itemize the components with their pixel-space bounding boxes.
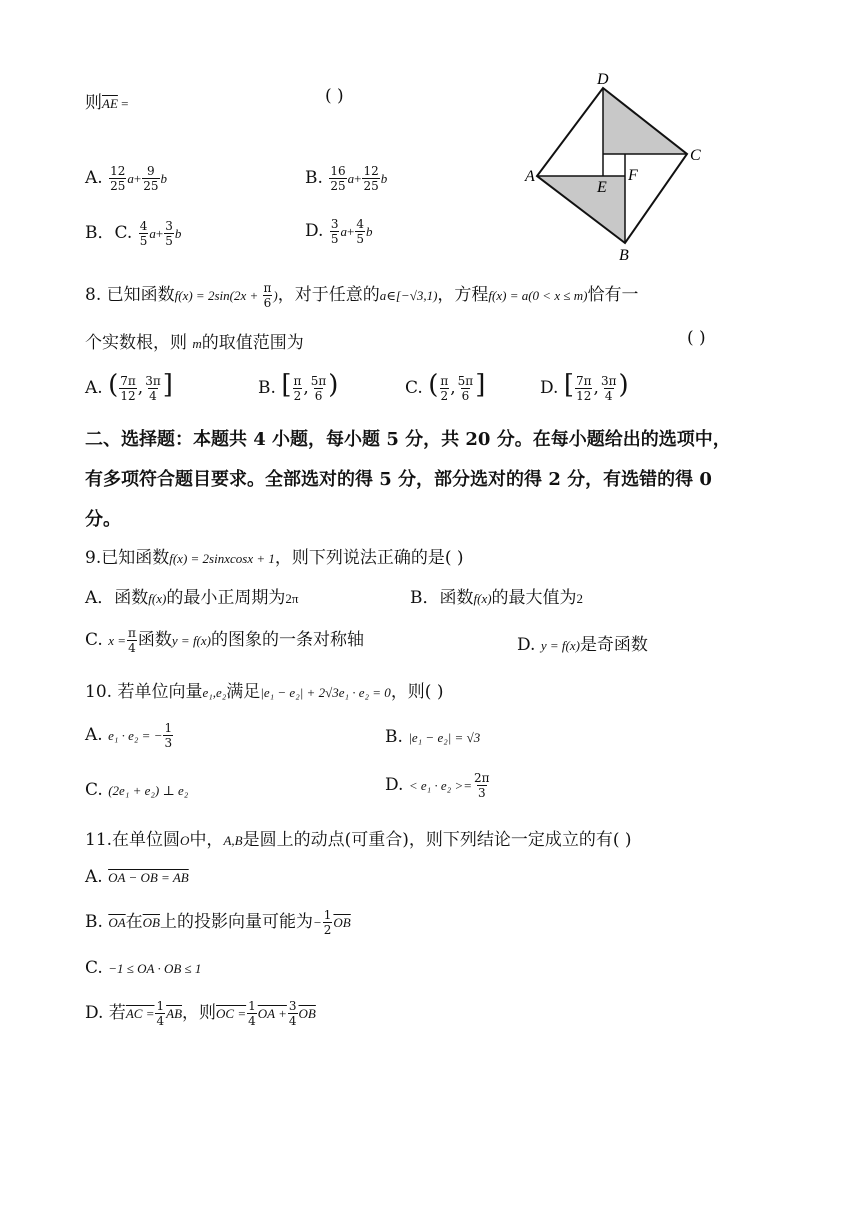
label-a: A: [525, 168, 535, 185]
frac-num: π: [440, 374, 449, 388]
vector-b: b: [365, 224, 373, 239]
bracket-right: ): [618, 370, 629, 400]
frac-den: 12: [120, 389, 136, 403]
q10-option-d: [385, 772, 492, 799]
frac-den: 3: [164, 736, 173, 750]
q7-stem-eq: =: [117, 96, 129, 111]
bracket-right: ): [328, 370, 339, 400]
q11-number: 11.: [85, 830, 113, 850]
q9-option-a-text: A．函数: [85, 588, 149, 608]
q8-variable-m: m: [192, 336, 202, 351]
frac-den: 5: [356, 232, 364, 246]
q9-function: f(x) = 2sinxcosx + 1: [169, 551, 275, 566]
q7-option-b: [305, 165, 387, 192]
q9-text2: ，则下列说法正确的是( ): [274, 548, 464, 568]
frac-den: 25: [143, 179, 159, 193]
q11-option-c: [85, 958, 201, 978]
q10-option-b-expr: |e₁ − e₂| = √3: [408, 730, 481, 745]
label-d: D: [597, 71, 609, 88]
frac-num: 3π: [145, 374, 161, 388]
q9-option-d-label: D.: [517, 635, 536, 655]
frac-num: 7π: [576, 374, 592, 388]
q8-text3: ，方程: [437, 285, 489, 305]
q8-option-c: C. ( $\frac{\pi}{2}$ , $\frac{5\pi}{6}$ ]: [405, 370, 486, 403]
frac-num: 16: [330, 164, 346, 178]
q10-option-d-expr: < e₁ · e₂ >=: [408, 778, 472, 793]
frac-num: 3: [165, 219, 173, 233]
frac-num: 1: [323, 908, 332, 922]
q9-option-a-value: 2π: [285, 591, 299, 606]
q11-text2: 中，: [189, 830, 224, 850]
q9-option-b-t: 的最大值为: [491, 588, 577, 608]
q11-points: A,B: [223, 833, 243, 848]
bracket-left: (: [108, 370, 119, 400]
q11-stem: [85, 825, 632, 850]
q9-option-b-f: f(x): [473, 591, 492, 606]
q10-condition: |e₁ − e₂| + 2√3e₁ · e₂ = 0: [260, 685, 391, 700]
q9-option-c: [85, 625, 364, 654]
q9-option-b-value: 2: [576, 591, 584, 606]
q8-text1: 已知函数: [106, 285, 175, 305]
q11-option-a-expr: OA − OB = AB: [108, 870, 189, 885]
option-label: B.: [85, 912, 103, 932]
q7-option-c: [85, 218, 181, 247]
frac-num: π: [263, 281, 272, 295]
q8-option-b: B. [ $\frac{\pi}{2}$ , $\frac{5\pi}{6}$ ): [258, 370, 339, 403]
vector-ob: $\overline{OB}$: [333, 915, 351, 930]
vector-a: a: [127, 171, 134, 186]
frac-num: 7π: [120, 374, 136, 388]
q10-stem: [85, 677, 443, 702]
frac-den: 2: [293, 389, 302, 403]
vector-oa: OA +: [257, 1006, 287, 1021]
q9-option-b-text: B．函数: [410, 588, 474, 608]
frac-num: π: [293, 374, 302, 388]
q8-option-d: D. [ $\frac{7\pi}{12}$ , $\frac{3\pi}{4}$ ): [540, 370, 629, 403]
q10-option-a-expr: e₁ · e₂ = −: [108, 728, 163, 743]
q8-function: f(x) = 2sin(2x +: [174, 288, 262, 303]
q10-vectors: e₁,e₂: [202, 685, 227, 700]
frac-den: 4: [248, 1014, 256, 1028]
frac-num: 4: [139, 219, 148, 233]
vector-a: a: [149, 226, 156, 241]
q7-stem: [85, 88, 128, 113]
frac-den: 12: [576, 389, 592, 403]
q7-option-d: [305, 218, 372, 245]
q8-equation: f(x) = a(0 < x ≤ m): [488, 288, 588, 303]
frac-num: 5π: [310, 374, 327, 388]
frac-den: 6: [263, 296, 272, 310]
frac-den: 3: [477, 786, 486, 800]
vector-ab: $\overline{AB}$: [166, 1006, 183, 1021]
q9-option-d: [517, 630, 648, 655]
minus-sign: −: [313, 915, 322, 930]
frac-den: 4: [149, 389, 157, 403]
q8-stem-line2: [85, 328, 304, 353]
q9-option-c-f: y = f(x): [171, 633, 211, 648]
vector-ob: $\overline{OB}$: [142, 915, 160, 930]
q10-option-b: [385, 727, 480, 747]
q11-option-a: [85, 867, 189, 887]
frac-den: 4: [288, 1014, 297, 1028]
bracket-right: ]: [475, 370, 486, 400]
frac-den: 2: [440, 389, 449, 403]
q9-stem: [85, 543, 464, 568]
q10-option-a: [85, 722, 174, 749]
option-label: A.: [85, 867, 103, 887]
frac-num: 1: [248, 999, 256, 1013]
vector-b: b: [174, 226, 182, 241]
q11-option-d-t2: ，则: [182, 1003, 217, 1023]
option-label: D.: [540, 378, 559, 398]
q10-option-c-expr: (2e₁ + e₂) ⊥ e₂: [108, 783, 189, 798]
label-c: C: [690, 147, 701, 164]
frac-den: 4: [128, 641, 136, 655]
q8-text4: 恰有一: [587, 285, 639, 305]
q9-option-b: [410, 583, 583, 608]
op: +: [133, 171, 142, 186]
frac-den: 4: [156, 1014, 165, 1028]
label-e: E: [597, 179, 607, 196]
frac-den: 25: [110, 179, 126, 193]
frac-num: 1: [164, 721, 173, 735]
q11-text3: 是圆上的动点(可重合)，则下列结论一定成立的有( ): [242, 830, 632, 850]
vector-b: b: [160, 171, 167, 186]
vector-oc: OC =: [216, 1006, 247, 1021]
q11-option-d-t: 若: [108, 1003, 126, 1023]
q8-text2: ，对于任意的: [277, 285, 380, 305]
q9-option-d-t: 是奇函数: [579, 635, 648, 655]
q8-condition: a∈[−√3,1): [379, 288, 438, 303]
vector-b: b: [380, 171, 388, 186]
vector-a: a: [347, 171, 355, 186]
frac-den: 5: [330, 232, 339, 246]
q9-option-c-label: C.: [85, 630, 103, 650]
option-label: C.: [85, 780, 103, 800]
q10-text: 若单位向量: [117, 682, 203, 702]
q10-number: 10.: [85, 682, 113, 702]
frac-den: 5: [165, 234, 173, 248]
vector-ob: $\overline{OB}$: [298, 1006, 316, 1021]
q8-stem: [85, 280, 638, 309]
q7-option-a-label: A.: [85, 168, 103, 188]
frac-num: 4: [356, 217, 364, 231]
frac-num: 1: [156, 999, 165, 1013]
frac-num: 3: [288, 999, 297, 1013]
q10-option-c: [85, 780, 188, 800]
label-b: B: [619, 247, 629, 264]
q7-stem-prefix: 则: [85, 93, 102, 113]
section2-line3: 分。: [85, 509, 121, 530]
option-label: D.: [385, 775, 404, 795]
frac-num: 9: [147, 164, 155, 178]
q8-line2b: 的取值范围为: [201, 333, 304, 353]
bracket-right: ]: [162, 370, 173, 400]
frac-den: 25: [330, 179, 346, 193]
vector-oa: $\overline{OA}$: [108, 915, 126, 930]
section2-line1: 二、选择题：本题共 4 小题，每小题 5 分，共 20 分。在每小题给出的选项中，: [85, 429, 731, 450]
frac-den: 2: [323, 923, 332, 937]
q10-text2: 满足: [226, 682, 261, 702]
q10-text3: ，则( ): [390, 682, 444, 702]
q9-option-c-t: 函数: [137, 630, 172, 650]
q7-option-d-label: D.: [305, 221, 324, 241]
q7-answer-paren: ( ): [325, 86, 344, 106]
frac-num: 12: [110, 164, 126, 178]
frac-den: 5: [139, 234, 148, 248]
q9-option-c-x: x =: [108, 633, 127, 648]
frac-den: 25: [363, 179, 379, 193]
option-label: C.: [405, 378, 423, 398]
q11-circle-o: O: [180, 833, 190, 848]
q9-option-a-t: 的最小正周期为: [166, 588, 286, 608]
option-label: A.: [85, 725, 103, 745]
q9-option-a-f: f(x): [148, 591, 167, 606]
q11-option-b: [85, 907, 351, 936]
q7-option-a: [85, 165, 167, 192]
q9-option-c-t2: 的图象的一条对称轴: [211, 630, 364, 650]
frac-num: 5π: [457, 374, 474, 388]
q9-option-d-f: y = f(x): [540, 638, 580, 653]
option-label: D.: [85, 1003, 104, 1023]
q9-number: 9.: [85, 548, 102, 568]
q9-text: 已知函数: [101, 548, 170, 568]
q9-option-a: [85, 583, 298, 608]
frac-num: 3π: [600, 374, 617, 388]
q7-option-c-label: B．C.: [85, 223, 133, 243]
option-label: C.: [85, 958, 103, 978]
op: +: [354, 171, 362, 186]
frac-den: 6: [314, 389, 323, 403]
bracket-left: (: [428, 370, 439, 400]
q8-answer-paren: ( ): [687, 328, 706, 348]
q11-option-d: [85, 998, 316, 1027]
bracket-left: [: [563, 370, 574, 400]
q8-line2: 个实数根，则: [85, 333, 187, 353]
q7-geometry-figure: [515, 68, 715, 268]
q11-text: 在单位圆: [112, 830, 181, 850]
section2-line2: 有多项符合题目要求。全部选对的得 5 分，部分选对的得 2 分，有选错的得 0: [85, 469, 712, 490]
q11-option-b-t2: 上的投影向量可能为: [160, 912, 313, 932]
frac-num: 12: [363, 164, 379, 178]
option-label: B.: [385, 727, 403, 747]
frac-den: 6: [461, 389, 470, 403]
q7-stem-vector: $\overline{AE}$: [102, 96, 118, 111]
q8-option-a: A. ( $\frac{7\pi}{12}$ , $\frac{3\pi}{4}$ ]: [85, 370, 173, 403]
vector-a: a: [340, 224, 347, 239]
op: +: [155, 226, 164, 241]
frac-num: 2π: [474, 771, 490, 785]
op: +: [346, 224, 355, 239]
frac-num: 3: [330, 217, 339, 231]
q8-function-end: ): [273, 288, 278, 303]
label-f: F: [628, 167, 638, 184]
q8-number: 8.: [85, 285, 102, 305]
q11-option-b-t1: 在: [125, 912, 143, 932]
vector-ac: AC =: [125, 1006, 155, 1021]
frac-den: 4: [604, 389, 613, 403]
q11-option-c-expr: −1 ≤ OA · OB ≤ 1: [108, 961, 202, 976]
option-label: A.: [85, 378, 103, 398]
q7-option-b-label: B.: [305, 168, 323, 188]
bracket-left: [: [281, 370, 292, 400]
frac-num: π: [128, 626, 136, 640]
option-label: B.: [258, 378, 276, 398]
